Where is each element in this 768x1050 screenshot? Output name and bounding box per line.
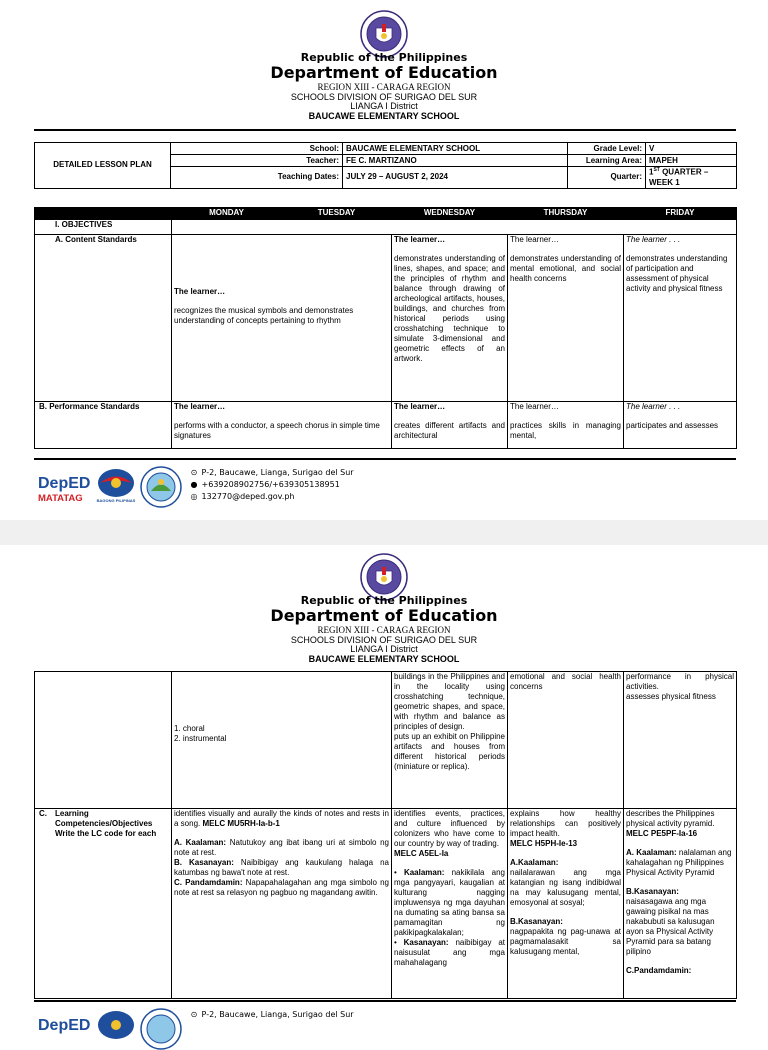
letterhead bbox=[0, 52, 768, 121]
competencies-wed-cell: identifies events, practices, and culture influenced by colonizers who have come to our country by way of trading. MELC A5EL-Ia • Kaalaman: nakikilala ang mga pangyayari, kaugalian at kulturang nagging impluwensya ng mga dayuhan na dumating sa ating bansa sa pamamagitan ng pakikipagkalakalan; • Kasanayan: naibibigay at naisusulat ang mga mahahalagang bbox=[392, 809, 508, 999]
school-text: BAUCAWE ELEMENTARY SCHOOL bbox=[308, 110, 460, 121]
day-header-row bbox=[35, 208, 737, 220]
svg-text:DepED: DepED bbox=[38, 475, 91, 492]
performance-wed-cont: buildings in the Philippines and in the locality using crosshatching technique, geometric shapes, and space, with rhythm and balance as principles of design. puts up an exhibit on Philippine artifacts and houses from different historical periods (miniature or replica). bbox=[392, 672, 508, 809]
dates-value: JULY 29 – AUGUST 2, 2024 bbox=[343, 167, 568, 189]
quarter-label: Quarter: bbox=[568, 167, 646, 189]
address-text: P-2, Baucawe, Lianga, Surigao del Sur bbox=[201, 468, 354, 477]
content-thu-cell: The learner… demonstrates understanding of mental emotional, and social health concerns bbox=[508, 235, 624, 402]
bagong-pilipinas-logo bbox=[94, 1010, 138, 1046]
teacher-value: FE C. MARTIZANO bbox=[343, 155, 568, 167]
area-label: Learning Area: bbox=[568, 155, 646, 167]
district-text: LIANGA I District bbox=[350, 644, 418, 655]
contact-info bbox=[189, 467, 354, 503]
performance-thu-cell: The learner… practices skills in managing mental, bbox=[508, 402, 624, 449]
content-standards-row bbox=[35, 235, 737, 402]
bagong-pilipinas-logo bbox=[94, 468, 138, 504]
dlp-title: DETAILED LESSON PLAN bbox=[35, 143, 171, 189]
footer-rule bbox=[34, 458, 736, 460]
day-thursday: THURSDAY bbox=[508, 208, 624, 220]
content-wed-cell: The learner… demonstrates understanding of lines, shapes, and space; and the principles of rhythm and balance through drawing of archeological artifacts, houses, buildings, and churches from historical periods using crosshatching technique to simulate 3-dimensional and geometric effects of an artwork. bbox=[392, 235, 508, 402]
letterhead bbox=[0, 595, 768, 664]
performance-label: B. Performance Standards bbox=[35, 402, 172, 449]
footer-p2 bbox=[34, 1000, 736, 1034]
location-icon: ⊙ bbox=[190, 1010, 198, 1019]
content-mon-cell: The learner… recognizes the musical symbols and demonstrates understanding of concepts pertaining to rhythm bbox=[172, 235, 392, 402]
district-text: LIANGA I District bbox=[350, 101, 418, 112]
performance-mon-cell: The learner… performs with a conductor, a speech chorus in simple time signatures bbox=[172, 402, 392, 449]
school-text: BAUCAWE ELEMENTARY SCHOOL bbox=[308, 653, 460, 664]
performance-mon-cont: 1. choral 2. instrumental bbox=[172, 672, 392, 809]
header-rule bbox=[34, 129, 736, 131]
dates-label: Teaching Dates: bbox=[171, 167, 343, 189]
footer-rule bbox=[34, 1000, 736, 1002]
page-gap bbox=[0, 520, 768, 545]
department-title: Department of Education bbox=[270, 605, 498, 625]
phone-icon: ● bbox=[190, 480, 198, 489]
day-friday: FRIDAY bbox=[624, 208, 737, 220]
phone-text: +639208902756/+639305138951 bbox=[201, 480, 340, 489]
area-value: MAPEH bbox=[646, 155, 737, 167]
svg-text:BAGONG PILIPINAS: BAGONG PILIPINAS bbox=[96, 498, 136, 503]
grade-value: V bbox=[646, 143, 737, 155]
svg-text:DepED: DepED bbox=[38, 1017, 91, 1034]
republic-text: Republic of the Philippines bbox=[300, 594, 468, 607]
division-text: SCHOOLS DIVISION OF SURIGAO DEL SUR bbox=[290, 91, 478, 102]
content-fri-cell: The learner . . . demonstrates understanding of participation and assessment of physical activity and physical fitness bbox=[624, 235, 737, 402]
performance-row-p2 bbox=[35, 672, 737, 809]
performance-fri-cont: performance in physical activities. assesses physical fitness bbox=[624, 672, 737, 809]
teacher-label: Teacher: bbox=[171, 155, 343, 167]
address-text: P-2, Baucawe, Lianga, Surigao del Sur bbox=[201, 1010, 354, 1019]
content-standards-label: A. Content Standards bbox=[35, 235, 172, 402]
day-monday: MONDAY bbox=[172, 208, 282, 220]
department-title: Department of Education bbox=[270, 62, 498, 82]
school-label: School: bbox=[171, 143, 343, 155]
republic-text: Republic of the Philippines bbox=[300, 51, 468, 64]
quarter-value: 1ST QUARTER – WEEK 1 bbox=[646, 167, 737, 189]
email-text: 132770@deped.gov.ph bbox=[201, 492, 295, 501]
competencies-thu-cell: explains how healthy relationships can positively impact health. MELC H5PH-Ie-13 A.Kaalaman: nailalarawan ang mga katangian ng isang indibidwal na may kalusugang mental, emosyonal at sosyal; B.Kasanayan: nagpapakita ng pag-unawa at pagmamalasakit sa kalusugang mental, bbox=[508, 809, 624, 999]
division-seal-icon bbox=[140, 1008, 182, 1050]
deped-matatag-logo bbox=[36, 1012, 90, 1048]
region-text: REGION XIII - CARAGA REGION bbox=[317, 625, 451, 636]
competencies-fri-cell: describes the Philippines physical activity pyramid. MELC PE5PF-Ia-16 A. Kaalaman: nalalaman ang kahalagahan ng Philippines Physical Activity Pyramid B.Kasanayan: naisasagawa ang mga gawaing pisikal na mas nakabubuti sa kalusugan ayon sa Physical Activity Pyramid para sa batang pilipino C.Pandamdamin: bbox=[624, 809, 737, 999]
day-tuesday: TUESDAY bbox=[282, 208, 392, 220]
info-table bbox=[34, 142, 737, 189]
performance-wed-cell: The learner… creates different artifacts and architectural bbox=[392, 402, 508, 449]
region-text: REGION XIII - CARAGA REGION bbox=[317, 82, 451, 93]
location-icon: ⊙ bbox=[190, 468, 198, 477]
deped-matatag-logo bbox=[36, 470, 90, 506]
grade-label: Grade Level: bbox=[568, 143, 646, 155]
competencies-mon-cell: identifies visually and aurally the kinds of notes and rests in a song. MELC MU5RH-Ia-b-1 A. Kaalaman: Natutukoy ang ibat ibang uri at simbolo ng note at rest. B. Kasanayan: Naibibigay ang kaukulang halaga na katumbas ng bawa't note at rest. C. Pandamdamin: Napapahalagahan ang mga simbolo ng note at rest sa relasyon ng pagbuo ng magandang awitin. bbox=[172, 809, 392, 999]
division-seal-icon bbox=[140, 466, 182, 508]
email-icon: ◎ bbox=[190, 492, 198, 501]
performance-row-p1 bbox=[35, 402, 737, 449]
lesson-table-p2 bbox=[34, 671, 737, 999]
svg-text:MATATAG: MATATAG bbox=[38, 493, 83, 504]
page-2 bbox=[0, 545, 768, 1034]
competencies-row bbox=[35, 809, 737, 999]
division-text: SCHOOLS DIVISION OF SURIGAO DEL SUR bbox=[290, 634, 478, 645]
objectives-heading: I. OBJECTIVES bbox=[35, 220, 172, 235]
day-wednesday: WEDNESDAY bbox=[392, 208, 508, 220]
footer-p1 bbox=[34, 458, 736, 520]
school-value: BAUCAWE ELEMENTARY SCHOOL bbox=[343, 143, 568, 155]
competencies-label: C. Learning Competencies/Objectives Write the LC code for each bbox=[35, 809, 172, 999]
lesson-table-p1 bbox=[34, 207, 737, 449]
performance-fri-cell: The learner . . . participates and assesses bbox=[624, 402, 737, 449]
contact-info bbox=[189, 1009, 354, 1021]
performance-thu-cont: emotional and social health concerns bbox=[508, 672, 624, 809]
page-1 bbox=[0, 0, 768, 520]
